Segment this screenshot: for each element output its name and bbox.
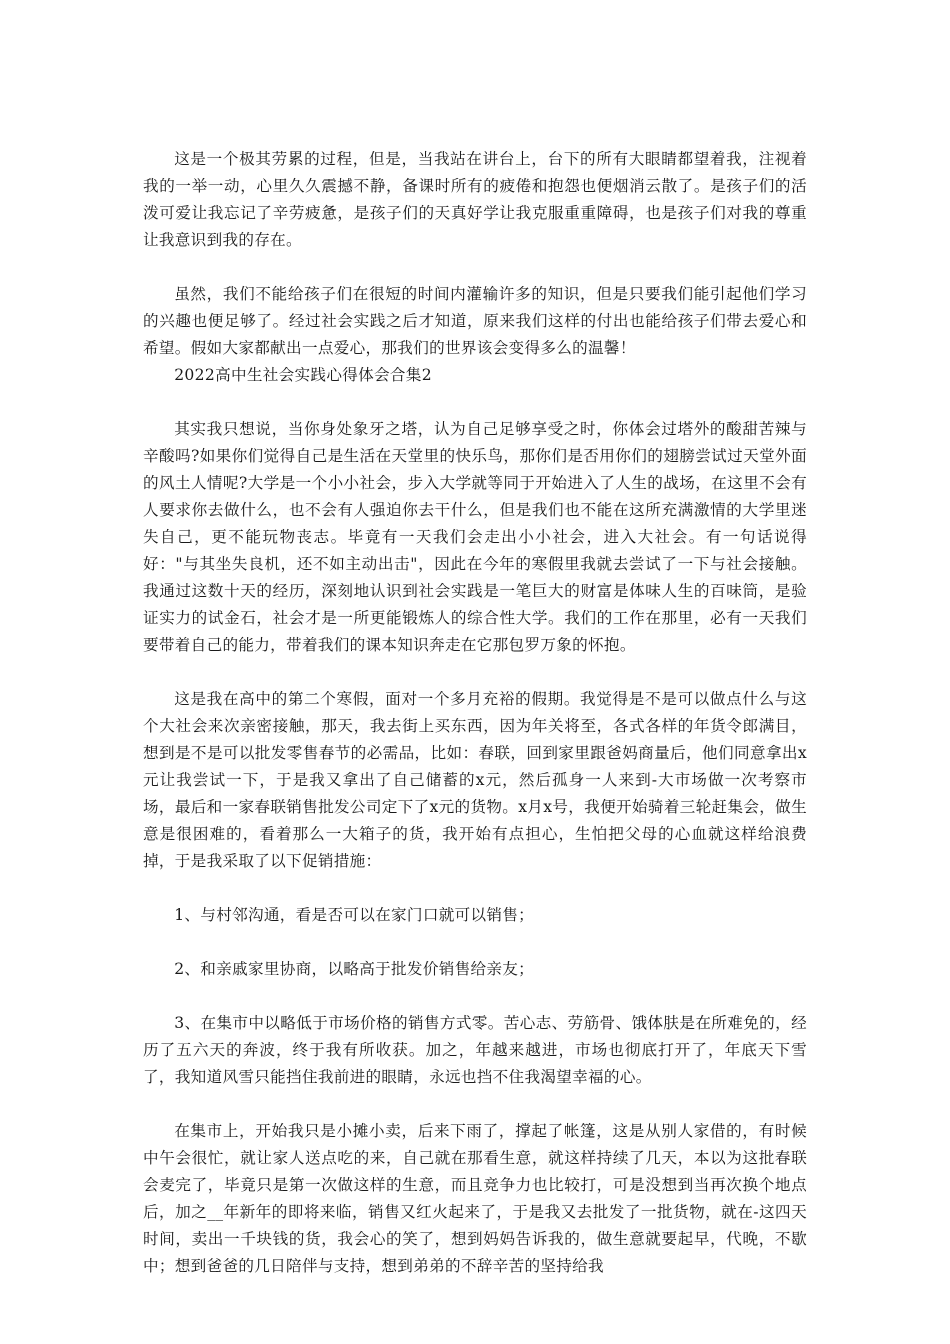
paragraph-bring-love: 虽然，我们不能给孩子们在很短的时间内灌输许多的知识，但是只要我们能引起他们学习的兴趣也便足够了。经过社会实践之后才知道，原来我们这样的付出也能给孩子们带去爱心和希望。假如大家都献出一点爱心，那我们的世界该会变得多么的温馨！ — [143, 285, 807, 357]
list-item-3: 3、在集市中以略低于市场价格的销售方式零。苦心志、劳筋骨、饿体肤是在所难免的，经历了五六天的奔波，终于我有所收获。加之，年越来越进，市场也彻底打开了，年底天下雪了，我知道风雪只能挡住我前进的眼睛，永远也挡不住我渴望幸福的心。 — [143, 1014, 807, 1086]
paragraph-ivory-tower: 其实我只想说，当你身处象牙之塔，认为自己足够享受之时，你体会过塔外的酸甜苦辣与辛酸吗?如果你们觉得自己是生活在天堂里的快乐鸟，那你们是否用你们的翅膀尝试过天堂外面的风土人情呢?大学是一个小小社会，步入大学就等同于开始进入了人生的战场，在这里不会有人要求你去做什么，也不会有人强迫你去干什么，但是我们也不能在这所充满激情的大学里迷失自己，更不能玩物丧志。毕竟有一天我们会走出小小社会，进入大社会。有一句话说得好："与其坐失良机，还不如主动出击"，因此在今年的寒假里我就去尝试了一下与社会接触。我通过这数十天的经历，深刻地认识到社会实践是一笔巨大的财富是体味人生的百味筒，是验证实力的试金石，社会才是一所更能锻炼人的综合性大学。我们的工作在那里，必有一天我们要带着自己的能力，带着我们的课本知识奔走在它那包罗万象的怀抱。 — [143, 420, 807, 654]
list-item-1: 1、与村邻沟通，看是否可以在家门口就可以销售； — [174, 906, 535, 924]
paragraph-market: 在集市上，开始我只是小摊小卖，后来下雨了，撑起了帐篷，这是从别人家借的，有时候中午会很忙，就让家人送点吃的来，自己就在那看生意，就这样持续了几天，本以为这批春联会麦完了，毕竟只是第一次做这样的生意，而且竞争力也比较打，可是没想到当再次换个地点后，加之__年新年的即将来临，销售又红火起来了，于是我又去批发了一批货物，就在-这四天时间，卖出一千块钱的货，我会心的笑了，想到妈妈告诉我的，做生意就要起早，代晚，不歇中；想到爸爸的几日陪伴与支持，想到弟弟的不辞辛苦的坚持给我 — [143, 1122, 807, 1275]
paragraph-teaching-process: 这是一个极其劳累的过程，但是，当我站在讲台上，台下的所有大眼睛都望着我，注视着我的一举一动，心里久久震撼不静，备课时所有的疲倦和抱怨也便烟消云散了。是孩子们的活泼可爱让我忘记了辛劳疲惫，是孩子们的天真好学让我克服重重障碍，也是孩子们对我的尊重让我意识到我的存在。 — [143, 150, 807, 249]
section-heading: 2022高中生社会实践心得体会合集2 — [174, 366, 432, 384]
list-item-2: 2、和亲戚家里协商，以略高于批发价销售给亲友； — [174, 960, 535, 978]
document-body — [143, 146, 807, 1280]
paragraph-winter-break: 这是我在高中的第二个寒假，面对一个多月充裕的假期。我觉得是不是可以做点什么与这个大社会来次亲密接触，那天，我去街上买东西，因为年关将至，各式各样的年货令郎满目，想到是不是可以批发零售春节的必需品，比如：春联，回到家里跟爸妈商量后，他们同意拿出x元让我尝试一下，于是我又拿出了自己储蓄的x元，然后孤身一人来到-大市场做一次考察市场，最后和一家春联销售批发公司定下了x元的货物。x月x号，我便开始骑着三轮赶集会，做生意是很困难的，看着那么一大箱子的货，我开始有点担心，生怕把父母的心血就这样给浪费掉，于是我采取了以下促销措施： — [143, 690, 807, 870]
